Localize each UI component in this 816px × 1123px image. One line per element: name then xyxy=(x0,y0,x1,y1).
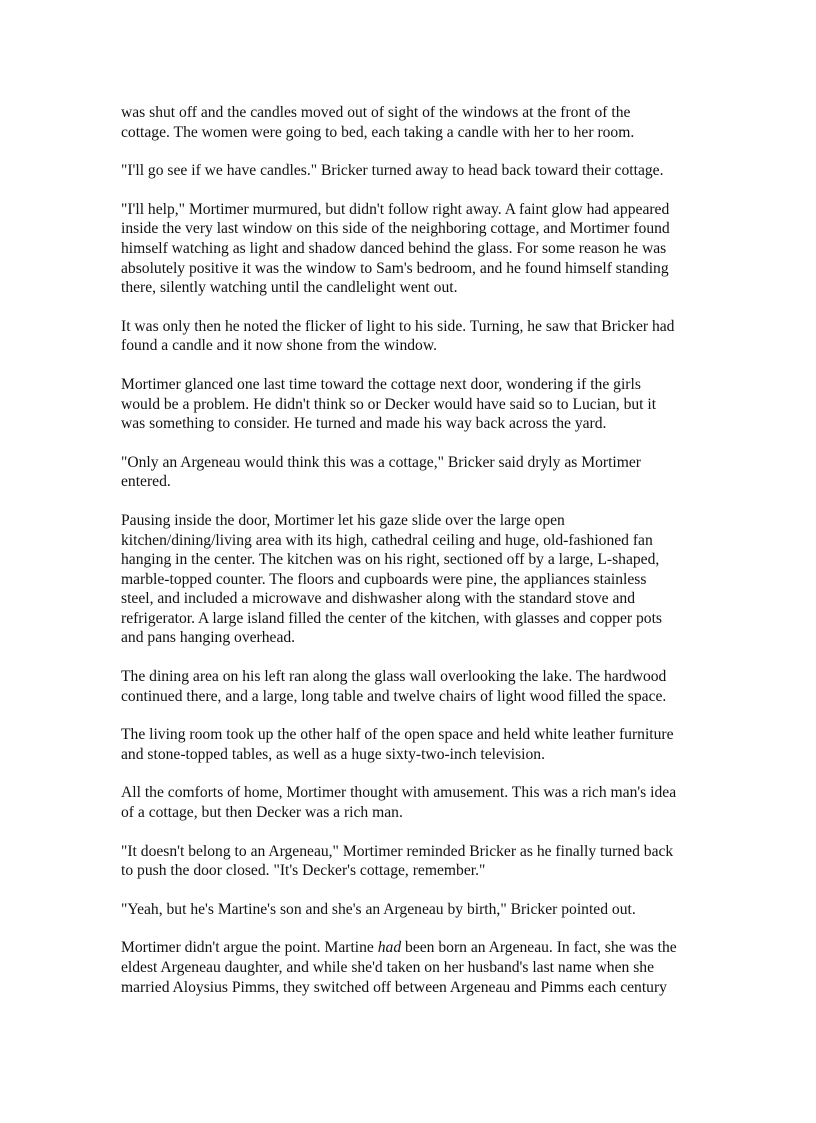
text-after-italic: been born an Argeneau. In fact, she was the eldest Argeneau daughter, and while she'd taken on her husband's last name when she married Aloysius Pimms, they switched off between Argeneau and Pimms each century xyxy=(121,939,677,996)
paragraph: "It doesn't belong to an Argeneau," Mortimer reminded Bricker as he finally turned back to push the door closed. "It's Decker's cottage, remember." xyxy=(121,842,674,880)
document-page xyxy=(121,103,699,997)
text-before-italic: Mortimer didn't argue the point. Martine xyxy=(121,939,378,957)
paragraph: The living room took up the other half of the open space and held white leather furniture and stone-topped tables, as well as a huge sixty-two-inch television. xyxy=(121,726,674,763)
paragraph: Pausing inside the door, Mortimer let his gaze slide over the large open kitchen/dining/living area with its high, cathedral ceiling and huge, old-fashioned fan hanging in the center. The kitchen was on his right, sectioned off by a large, L-shaped, marble-topped counter. The floors and cupboards were pine, the appliances stainless steel, and included a microwave and dishwasher along with the standard stove and refrigerator. A large island filled the center of the kitchen, with glasses and copper pots and pans hanging overhead. xyxy=(121,511,662,647)
paragraph: All the comforts of home, Mortimer thought with amusement. This was a rich man's idea of a cottage, but then Decker was a rich man. xyxy=(121,784,677,822)
paragraph: "Only an Argeneau would think this was a cottage," Bricker said dryly as Mortimer entered. xyxy=(121,453,641,491)
italic-emphasis: had xyxy=(377,939,402,957)
paragraph: Mortimer glanced one last time toward the cottage next door, wondering if the girls would be a problem. He didn't think so or Decker would have said so to Lucian, but it was something to consider. He turned and made his way back across the yard. xyxy=(121,375,657,433)
paragraph: "I'll help," Mortimer murmured, but didn't follow right away. A faint glow had appeared inside the very last window on this side of the neighboring cottage, and Mortimer found himself watching as light and shadow danced behind the glass. For some reason he was absolutely positive it was the window to Sam's bedroom, and he found himself standing there, silently watching until the candlelight went out. xyxy=(121,200,670,297)
paragraph: was shut off and the candles moved out of sight of the windows at the front of the cottage. The women were going to bed, each taking a candle with her to her room. xyxy=(121,104,635,141)
paragraph: "Yeah, but he's Martine's son and she's an Argeneau by birth," Bricker pointed out. xyxy=(121,900,636,918)
paragraph: It was only then he noted the flicker of light to his side. Turning, he saw that Bricker had found a candle and it now shone from the window. xyxy=(121,317,675,355)
paragraph: The dining area on his left ran along the glass wall overlooking the lake. The hardwood continued there, and a large, long table and twelve chairs of light wood filled the space. xyxy=(121,668,667,705)
paragraph: "I'll go see if we have candles." Bricker turned away to head back toward their cottage. xyxy=(121,162,664,180)
paragraph-last xyxy=(121,938,699,997)
